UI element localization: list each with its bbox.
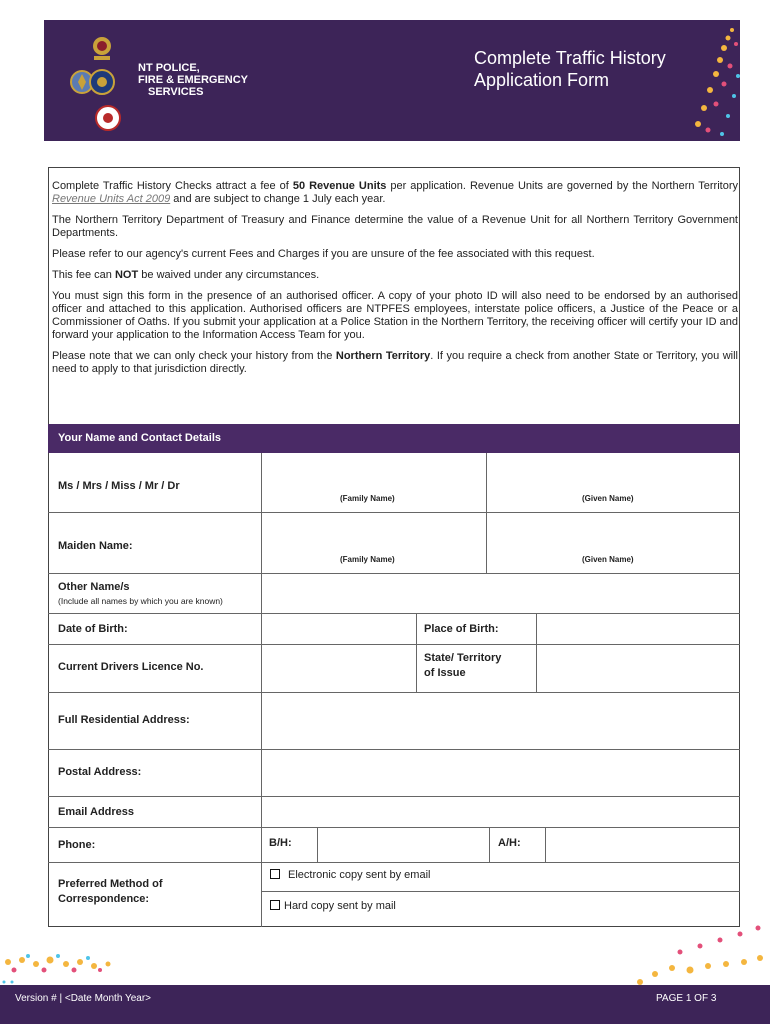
section-header: Your Name and Contact Details (48, 424, 740, 453)
intro-fee-governed: per application. Revenue Units are governed by the Northern Territory (386, 180, 738, 192)
table-row (48, 513, 740, 574)
dob-label-cell (48, 614, 262, 644)
address-label-cell (48, 693, 262, 749)
intro-waiver-not: NOT (114, 269, 139, 281)
page-number: PAGE 1 OF 3 (656, 993, 717, 1004)
email-option-row (262, 863, 740, 892)
decorative-dots-icon (680, 20, 740, 141)
checkbox-email-icon[interactable] (270, 869, 280, 879)
email-label-cell (48, 797, 262, 827)
other-names-sublabel: (Include all names by which you are known) (58, 596, 223, 606)
intro-paragraph-waiver (52, 269, 738, 282)
table-row (48, 574, 740, 614)
table-row (48, 645, 740, 693)
family-name-field[interactable] (262, 453, 487, 512)
licence-field[interactable] (262, 645, 417, 692)
ah-phone-field[interactable] (546, 828, 740, 862)
postal-label-cell (48, 750, 262, 796)
family-name-hint: (Family Name) (340, 555, 395, 564)
state-label (424, 651, 501, 681)
org-name-line-1: NT POLICE, (138, 62, 200, 74)
address-label: Full Residential Address: (58, 714, 190, 726)
maiden-label-cell (48, 513, 262, 573)
bh-phone-field[interactable] (318, 828, 490, 862)
phone-label: Phone: (58, 839, 96, 851)
form-title (474, 47, 666, 91)
table-row (48, 828, 740, 863)
bh-label-cell (262, 828, 318, 862)
postal-address-field[interactable] (262, 750, 740, 796)
email-field[interactable] (262, 797, 740, 827)
table-row (48, 614, 740, 645)
intro-fee-units: 50 Revenue Units (292, 180, 387, 192)
other-names-label: Other Name/s (58, 581, 130, 593)
title-label-cell (48, 453, 262, 512)
state-label-line-2: of Issue (424, 667, 466, 679)
organisation-name (138, 62, 248, 98)
org-name-line-2: FIRE & EMERGENCY (138, 74, 249, 86)
family-name-hint: (Family Name) (340, 494, 395, 503)
maiden-given-name-field[interactable] (487, 513, 740, 573)
intro-jurisdiction-text: Please note that we can only check your history from the (52, 350, 336, 362)
maiden-name-label: Maiden Name: (58, 540, 133, 552)
intro-jurisdiction-end: . If you require a check from another State or Territory, you will need to apply to that jurisdiction directly. (52, 350, 739, 375)
given-name-field[interactable] (487, 453, 740, 512)
dob-field[interactable] (262, 614, 417, 644)
ah-label-cell (490, 828, 546, 862)
postal-address-label: Postal Address: (58, 766, 142, 778)
intro-paragraph-treasury: The Northern Territory Department of Treasury and Finance determine the value of a Revenue Unit for all Northern Territory Government Departments. (52, 214, 738, 239)
table-row (48, 797, 740, 828)
intro-waiver-end: be waived under any circumstances. (138, 269, 320, 281)
footer-bar (0, 985, 770, 1024)
intro-paragraph-jurisdiction (52, 350, 738, 376)
pob-label-cell (417, 614, 537, 644)
email-label: Email Address (58, 806, 135, 818)
table-row (48, 693, 740, 750)
residential-address-field[interactable] (262, 693, 740, 749)
version-text: Version # | <Date Month Year> (15, 993, 152, 1004)
title-label: Ms / Mrs / Miss / Mr / Dr (58, 480, 180, 492)
police-crest-logo-icon (64, 30, 124, 134)
org-name-line-3: SERVICES (148, 86, 204, 98)
licence-label: Current Drivers Licence No. (58, 661, 204, 673)
state-label-cell (417, 645, 537, 692)
intro-fee-text: Complete Traffic History Checks attract a fee of (52, 180, 293, 192)
intro-paragraph-fee (52, 180, 738, 206)
state-field[interactable] (537, 645, 740, 692)
phone-label-cell (48, 828, 262, 862)
pob-field[interactable] (537, 614, 740, 644)
header-banner (44, 20, 740, 141)
table-row (48, 453, 740, 513)
intro-paragraph-fees-charges: Please refer to our agency's current Fees and Charges if you are unsure of the fee associated with this request. (52, 248, 595, 260)
intro-paragraph-signing: You must sign this form in the presence of an authorised officer. A copy of your photo ID will also need to be endorsed by an authorised officer and attached to this application. Authorised officers are NTPFES employees, interstate police officers, a Justice of the Peace or a Commissioner of Oaths. If you submit your application at a Police Station in the Northern Territory, the receiving officer will certify your ID and forward your application to the Information Access Team for you. (52, 290, 738, 341)
given-name-hint: (Given Name) (582, 555, 634, 564)
dob-label: Date of Birth: (58, 623, 128, 635)
bh-label: B/H: (269, 837, 292, 849)
other-names-field[interactable] (262, 574, 740, 613)
licence-label-cell (48, 645, 262, 692)
form-title-line-1: Complete Traffic History (474, 48, 666, 68)
form-title-line-2: Application Form (474, 70, 610, 90)
revenue-units-act-link[interactable]: Revenue Units Act 2009 (52, 193, 171, 205)
intro-jurisdiction-nt: Northern Territory (335, 350, 431, 362)
intro-fee-change: and are subject to change 1 July each year. (170, 193, 386, 205)
state-label-line-1: State/ Territory (424, 652, 502, 664)
maiden-family-name-field[interactable] (262, 513, 487, 573)
pob-label: Place of Birth: (424, 623, 499, 635)
email-option-label: Electronic copy sent by email (288, 869, 431, 881)
other-names-label-cell (48, 574, 262, 613)
ah-label: A/H: (498, 837, 521, 849)
given-name-hint: (Given Name) (582, 494, 634, 503)
mail-option-label: Hard copy sent by mail (284, 900, 396, 912)
correspondence-label-line-1: Preferred Method of (58, 878, 163, 890)
table-row (48, 750, 740, 797)
correspondence-label-line-2: Correspondence: (58, 893, 150, 905)
intro-text (52, 180, 738, 384)
intro-waiver-text: This fee can (52, 269, 115, 281)
email-option[interactable] (270, 869, 430, 881)
